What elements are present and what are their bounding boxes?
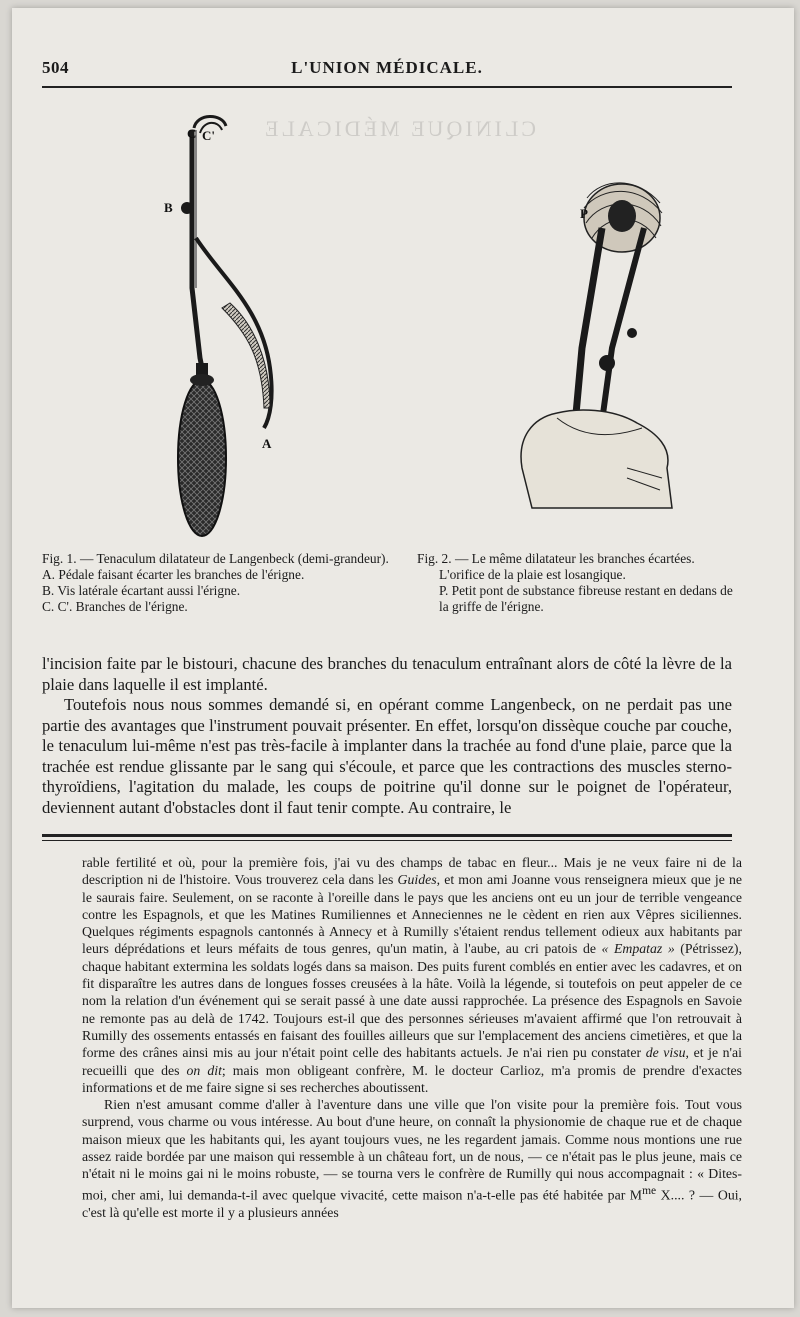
text-run: ; mais mon obligeant confrère, M. le docteur Carlioz, m'a promis de prendre d'exactes informations et de me faire signe si ses recherches aboutissent. — [82, 1062, 743, 1095]
text-run: (Pétrissez), chaque habitant extermina les soldats logés dans sa maison. Des puits furent comblés en entier avec les cadavres, et on fit disparaître les autres dans de longues fosses creusées à la hâte. Voilà la légende, si toutefois on peut appeler de ce nom la relation d'un événement qui se serait passé à une date aussi rapprochée. La présence des Espagnols en Savoie ne remonte pas au delà de 1742. Toujours est-il que des personnes sérieuses m'avaient affirmé que l'on retrouvait à Rumilly des ossements entassés en faisant des fouilles ailleurs que sur l'emplacement des anciens cimetières, et que la forme des crânes ainsi mis au jour n'était point celle des habitants actuels. Je n'ai rien pu constater — [82, 941, 742, 1061]
page-number: 504 — [42, 58, 69, 77]
header-rule — [42, 86, 732, 88]
figure-2-caption — [417, 551, 742, 615]
text-run: X.... ? — Oui, c'est là qu'elle est morte il y a plusieurs années — [82, 1187, 743, 1220]
tenaculum-illustration — [152, 108, 302, 548]
label-p: P — [580, 206, 588, 221]
journal-page — [12, 8, 794, 1308]
feuilleton-rule-thin — [42, 840, 732, 841]
figure-1-caption-item: C. C'. Branches de l'érigne. — [42, 599, 188, 614]
article-body — [42, 654, 732, 818]
feuilleton-paragraph — [82, 854, 742, 1096]
page-header — [42, 58, 732, 84]
body-paragraph: l'incision faite par le bistouri, chacune des branches du tenaculum entraînant alors de côté la lèvre de la plaie dans laquelle il est implanté. — [42, 654, 732, 694]
superscript-me: me — [642, 1184, 657, 1197]
figure-2-dilator-open — [462, 168, 702, 538]
feuilleton-text — [82, 854, 742, 1221]
text-run: rable fertilité et où, pour la première fois, j'ai vu des champs de tabac en fleur... Mais je ne veux faire ni de la description ni de l'histoire. Vous trouverez cela dans les — [82, 855, 742, 888]
figure-1-caption-item: B. Vis latérale écartant aussi l'érigne. — [42, 583, 241, 598]
italic-on-dit: on dit — [186, 1062, 222, 1078]
label-c: C — [187, 126, 197, 141]
feuilleton-paragraph — [82, 1096, 742, 1221]
figure-1-caption-title: Fig. 1. — Tenaculum dilatateur de Langenbeck (demi-grandeur). — [42, 551, 389, 566]
text-run: , et mon ami Joanne vous renseignera mieux que je ne le saurais faire. Seulement, on se raconte à l'oreille dans le pays que les anciens ont eu un jour de terrible vengeance contre les Espagnols, et que les Matines Rumiliennes et Anneciennes ne le cèdent en rien aux Vêpres siciliennes. Quelques régiments espagnols cantonnés à Annecy et à Rumilly s'étaient rendus tellement odieux aux habitants par leurs déprédations et leurs méfaits de tous genres, qu'un matin, à l'aube, au cri patois de — [82, 872, 743, 957]
label-c-prime: C' — [202, 128, 215, 143]
figure-1-tenaculum — [152, 108, 302, 548]
figure-2-caption-title: Fig. 2. — Le même dilatateur les branches écartées. — [417, 551, 695, 566]
italic-de-visu: de visu — [645, 1045, 686, 1061]
figure-2-caption-item: P. Petit pont de substance fibreuse restant en dedans de la griffe de l'érigne. — [439, 583, 733, 614]
figure-1-caption — [42, 551, 392, 615]
body-paragraph: Toutefois nous nous sommes demandé si, en opérant comme Langenbeck, on ne perdait pas une partie des avantages que l'instrument pouvait présenter. En effet, lorsqu'on dissèque couche par couche, le tenaculum lui-même n'est pas très-facile à implanter dans la trachée au fond d'une plaie, parce que la trachée est rendue glissante par le sang qui s'écoule, et parce que les contractions des muscles sterno-thyroïdiens, l'agitation du malade, les coups de poitrine qu'il donne sur le poignet de l'opérateur, deviennent autant d'obstacles dont il faut tenir compte. Au contraire, le — [42, 695, 732, 817]
italic-empataz: « Empataz » — [601, 941, 675, 957]
text-run: Rien n'est amusant comme d'aller à l'aventure dans une ville que l'on visite pour la première fois. Tout vous surprend, vous charme ou vous intéresse. Au bout d'une heure, on connaît la physionomie de chaque rue et de chaque maison mieux que les habitants qui, les ayant toujours vues, ne les regardent jamais. Comme nous montions une rue assez raide bordée par une maison qui ressemble à un château fort, un de nous, — ce n'était pas le plus jeune, mais ce n'était ni le moins gai ni le moins robuste, — se tourna vers le confrère de Rumilly qui nous accompagnait : « Dites-moi, cher ami, lui demanda-t-il avec quelque vivacité, cette maison n'a-t-elle pas été habitée par M — [82, 1097, 742, 1203]
text-run: , et je n'ai recueilli que des — [82, 1045, 743, 1078]
journal-title: L'UNION MÉDICALE. — [291, 58, 483, 77]
label-b: B — [164, 200, 173, 215]
italic-guides: Guides — [397, 872, 437, 888]
label-a: A — [262, 436, 272, 451]
figure-2-caption-item: L'orifice de la plaie est losangique. — [439, 567, 626, 582]
feuilleton-rule — [42, 834, 732, 837]
bleed-through-text: CLINIQUE MÉDICALE — [262, 116, 537, 141]
dilator-open-illustration — [462, 168, 702, 538]
figure-1-caption-item: A. Pédale faisant écarter les branches de l'érigne. — [42, 567, 305, 582]
